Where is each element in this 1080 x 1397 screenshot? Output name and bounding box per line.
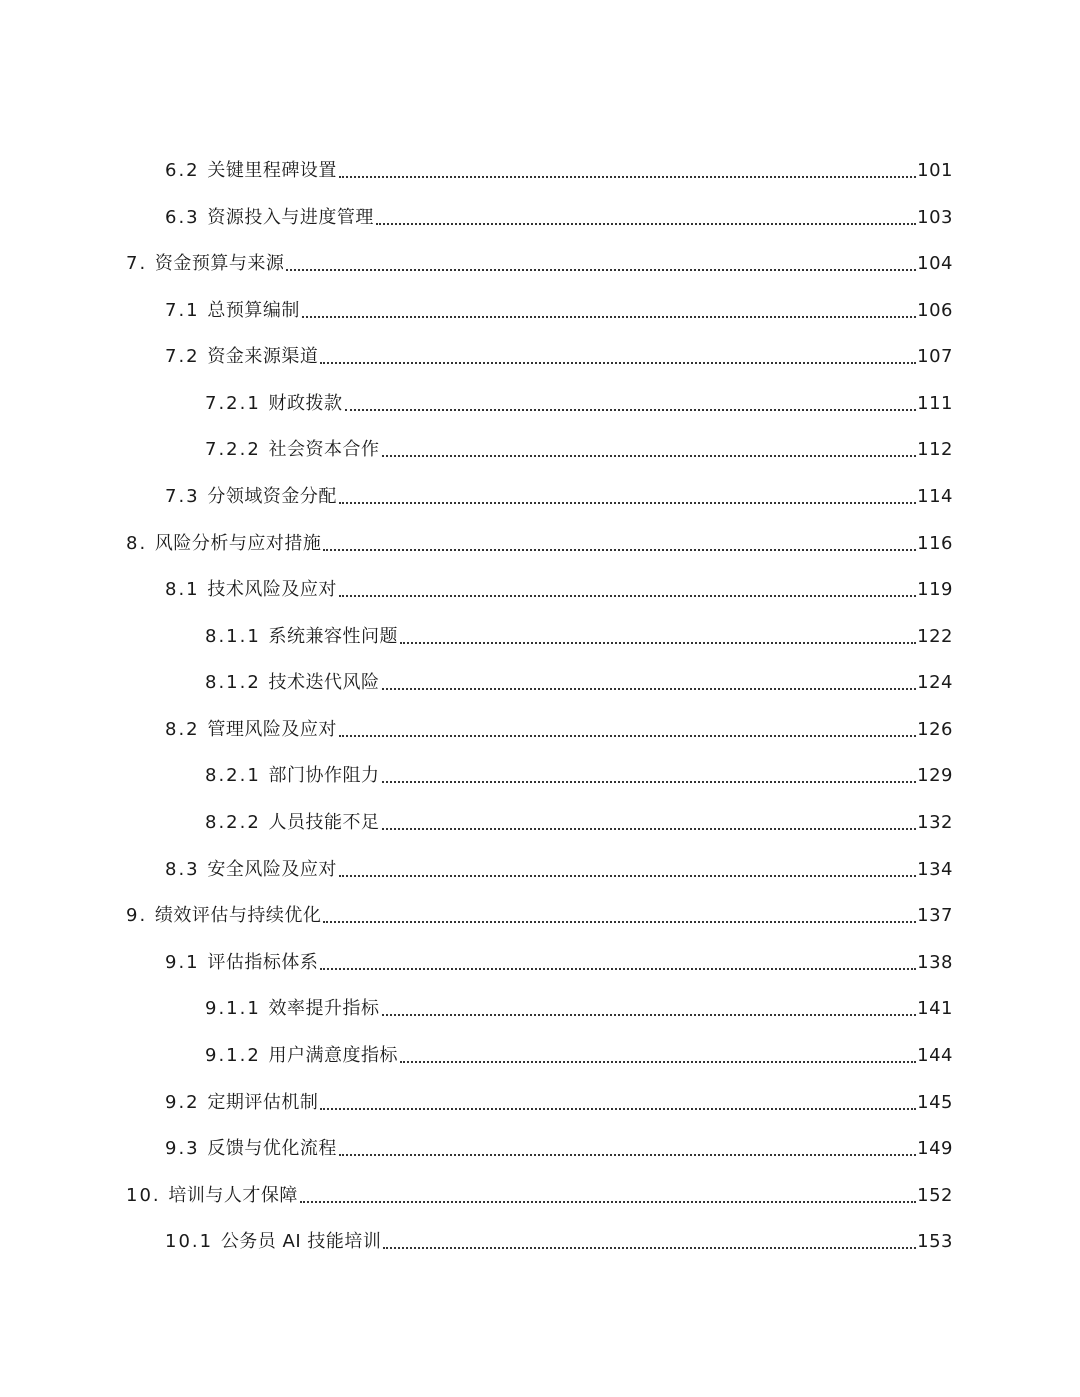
dot-leader <box>383 1247 916 1249</box>
toc-entry[interactable] <box>165 342 953 372</box>
toc-title: 分领域资金分配 <box>207 486 337 507</box>
toc-title: 反馈与优化流程 <box>207 1138 337 1159</box>
toc-title: 系统兼容性问题 <box>268 626 399 647</box>
toc-page-number: 119 <box>917 579 953 600</box>
toc-page-number: 114 <box>917 486 953 507</box>
toc-title: 技术风险及应对 <box>207 579 337 600</box>
toc-page-number: 111 <box>917 393 953 414</box>
dot-leader <box>339 735 916 737</box>
toc-page-number: 107 <box>917 346 953 367</box>
dot-leader <box>320 362 916 364</box>
toc-number: 6.2 <box>165 160 200 181</box>
toc-page-number: 137 <box>917 905 953 926</box>
toc-number: 8.1.1 <box>205 626 261 647</box>
toc-title: 资金预算与来源 <box>154 253 285 274</box>
toc-number: 8. <box>126 533 148 554</box>
toc-number: 7. <box>126 253 148 274</box>
toc-page-number: 144 <box>917 1045 953 1066</box>
toc-page-number: 129 <box>917 765 953 786</box>
toc-page-number: 124 <box>917 672 953 693</box>
toc-page-number: 134 <box>917 859 953 880</box>
dot-leader <box>382 688 917 690</box>
toc-entry[interactable] <box>165 482 953 512</box>
toc-entry[interactable] <box>205 389 953 419</box>
dot-leader <box>400 642 916 644</box>
dot-leader <box>382 1014 917 1016</box>
toc-number: 8.2 <box>165 719 200 740</box>
toc-entry[interactable] <box>165 1227 953 1257</box>
toc-number: 7.2 <box>165 346 200 367</box>
toc-page-number: 122 <box>917 626 953 647</box>
toc-entry[interactable] <box>205 1041 953 1071</box>
dot-leader <box>339 875 916 877</box>
toc-page-number: 103 <box>917 207 953 228</box>
toc-title: 公务员 AI 技能培训 <box>220 1231 382 1252</box>
toc-title: 绩效评估与持续优化 <box>154 905 322 926</box>
toc-number: 8.1 <box>165 579 200 600</box>
toc-page-number: 138 <box>917 952 953 973</box>
toc-entry[interactable] <box>165 296 953 326</box>
toc-entry[interactable] <box>126 901 953 931</box>
toc-page-number: 145 <box>917 1092 953 1113</box>
toc-title: 定期评估机制 <box>207 1092 319 1113</box>
toc-title: 人员技能不足 <box>268 812 380 833</box>
toc-number: 10.1 <box>165 1231 214 1252</box>
toc-entry[interactable] <box>165 855 953 885</box>
toc-page-number: 132 <box>917 812 953 833</box>
toc-title: 总预算编制 <box>207 300 300 321</box>
toc-page-number: 153 <box>917 1231 953 1252</box>
toc-number: 9.3 <box>165 1138 200 1159</box>
dot-leader <box>323 921 916 923</box>
toc-number: 8.1.2 <box>205 672 261 693</box>
toc-title: 用户满意度指标 <box>268 1045 399 1066</box>
dot-leader <box>302 316 916 318</box>
dot-leader <box>382 828 917 830</box>
dot-leader <box>376 223 916 225</box>
toc-entry[interactable] <box>165 1088 953 1118</box>
toc-page-number: 101 <box>917 160 953 181</box>
toc-number: 9.1 <box>165 952 200 973</box>
toc-number: 6.3 <box>165 207 200 228</box>
toc-title: 资源投入与进度管理 <box>207 207 374 228</box>
toc-number: 9. <box>126 905 148 926</box>
dot-leader <box>300 1201 916 1203</box>
toc-entry[interactable] <box>205 761 953 791</box>
toc-title: 评估指标体系 <box>207 952 319 973</box>
toc-entry[interactable] <box>205 994 953 1024</box>
toc-entry[interactable] <box>205 622 953 652</box>
toc-page-number: 149 <box>917 1138 953 1159</box>
toc-number: 8.2.1 <box>205 765 261 786</box>
toc-title: 技术迭代风险 <box>268 672 380 693</box>
toc-page-number: 106 <box>917 300 953 321</box>
dot-leader <box>382 781 917 783</box>
toc-entry[interactable] <box>165 715 953 745</box>
toc-number: 7.3 <box>165 486 200 507</box>
dot-leader <box>400 1061 916 1063</box>
toc-page-number: 141 <box>917 998 953 1019</box>
toc-number: 7.1 <box>165 300 200 321</box>
toc-number: 8.2.2 <box>205 812 261 833</box>
dot-leader <box>339 1154 916 1156</box>
toc-title: 关键里程碑设置 <box>207 160 337 181</box>
toc-entry[interactable] <box>205 668 953 698</box>
toc-number: 7.2.2 <box>205 439 261 460</box>
toc-entry[interactable] <box>165 1134 953 1164</box>
dot-leader <box>339 595 916 597</box>
toc-entry[interactable] <box>165 203 953 233</box>
toc-number: 7.2.1 <box>205 393 261 414</box>
dot-leader <box>339 502 916 504</box>
toc-number: 9.1.1 <box>205 998 261 1019</box>
toc-entry[interactable] <box>126 249 953 279</box>
toc-title: 风险分析与应对措施 <box>154 533 322 554</box>
dot-leader <box>286 269 916 271</box>
toc-title: 部门协作阻力 <box>268 765 380 786</box>
toc-entry[interactable] <box>165 575 953 605</box>
toc-title: 安全风险及应对 <box>207 859 337 880</box>
toc-title: 资金来源渠道 <box>207 346 319 367</box>
toc-title: 效率提升指标 <box>268 998 380 1019</box>
dot-leader <box>323 549 916 551</box>
toc-title: 社会资本合作 <box>268 439 380 460</box>
toc-entry[interactable] <box>165 948 953 978</box>
dot-leader <box>320 968 916 970</box>
toc-page-number: 104 <box>917 253 953 274</box>
toc-number: 10. <box>126 1185 161 1206</box>
toc-entry[interactable] <box>126 529 953 559</box>
dot-leader <box>320 1108 916 1110</box>
toc-number: 9.1.2 <box>205 1045 261 1066</box>
dot-leader <box>382 455 917 457</box>
toc-entry[interactable] <box>165 156 953 186</box>
toc-entry[interactable] <box>126 1181 953 1211</box>
toc-entry[interactable] <box>205 808 953 838</box>
toc-number: 9.2 <box>165 1092 200 1113</box>
toc-page-number: 116 <box>917 533 953 554</box>
toc-title: 培训与人才保障 <box>168 1185 298 1206</box>
toc-page-number: 126 <box>917 719 953 740</box>
toc-number: 8.3 <box>165 859 200 880</box>
dot-leader <box>339 176 916 178</box>
toc-title: 管理风险及应对 <box>207 719 337 740</box>
toc-page-number: 112 <box>917 439 953 460</box>
dot-leader <box>345 409 917 411</box>
toc-page-number: 152 <box>917 1185 953 1206</box>
toc-entry[interactable] <box>205 435 953 465</box>
toc-title: 财政拨款 <box>268 393 343 414</box>
